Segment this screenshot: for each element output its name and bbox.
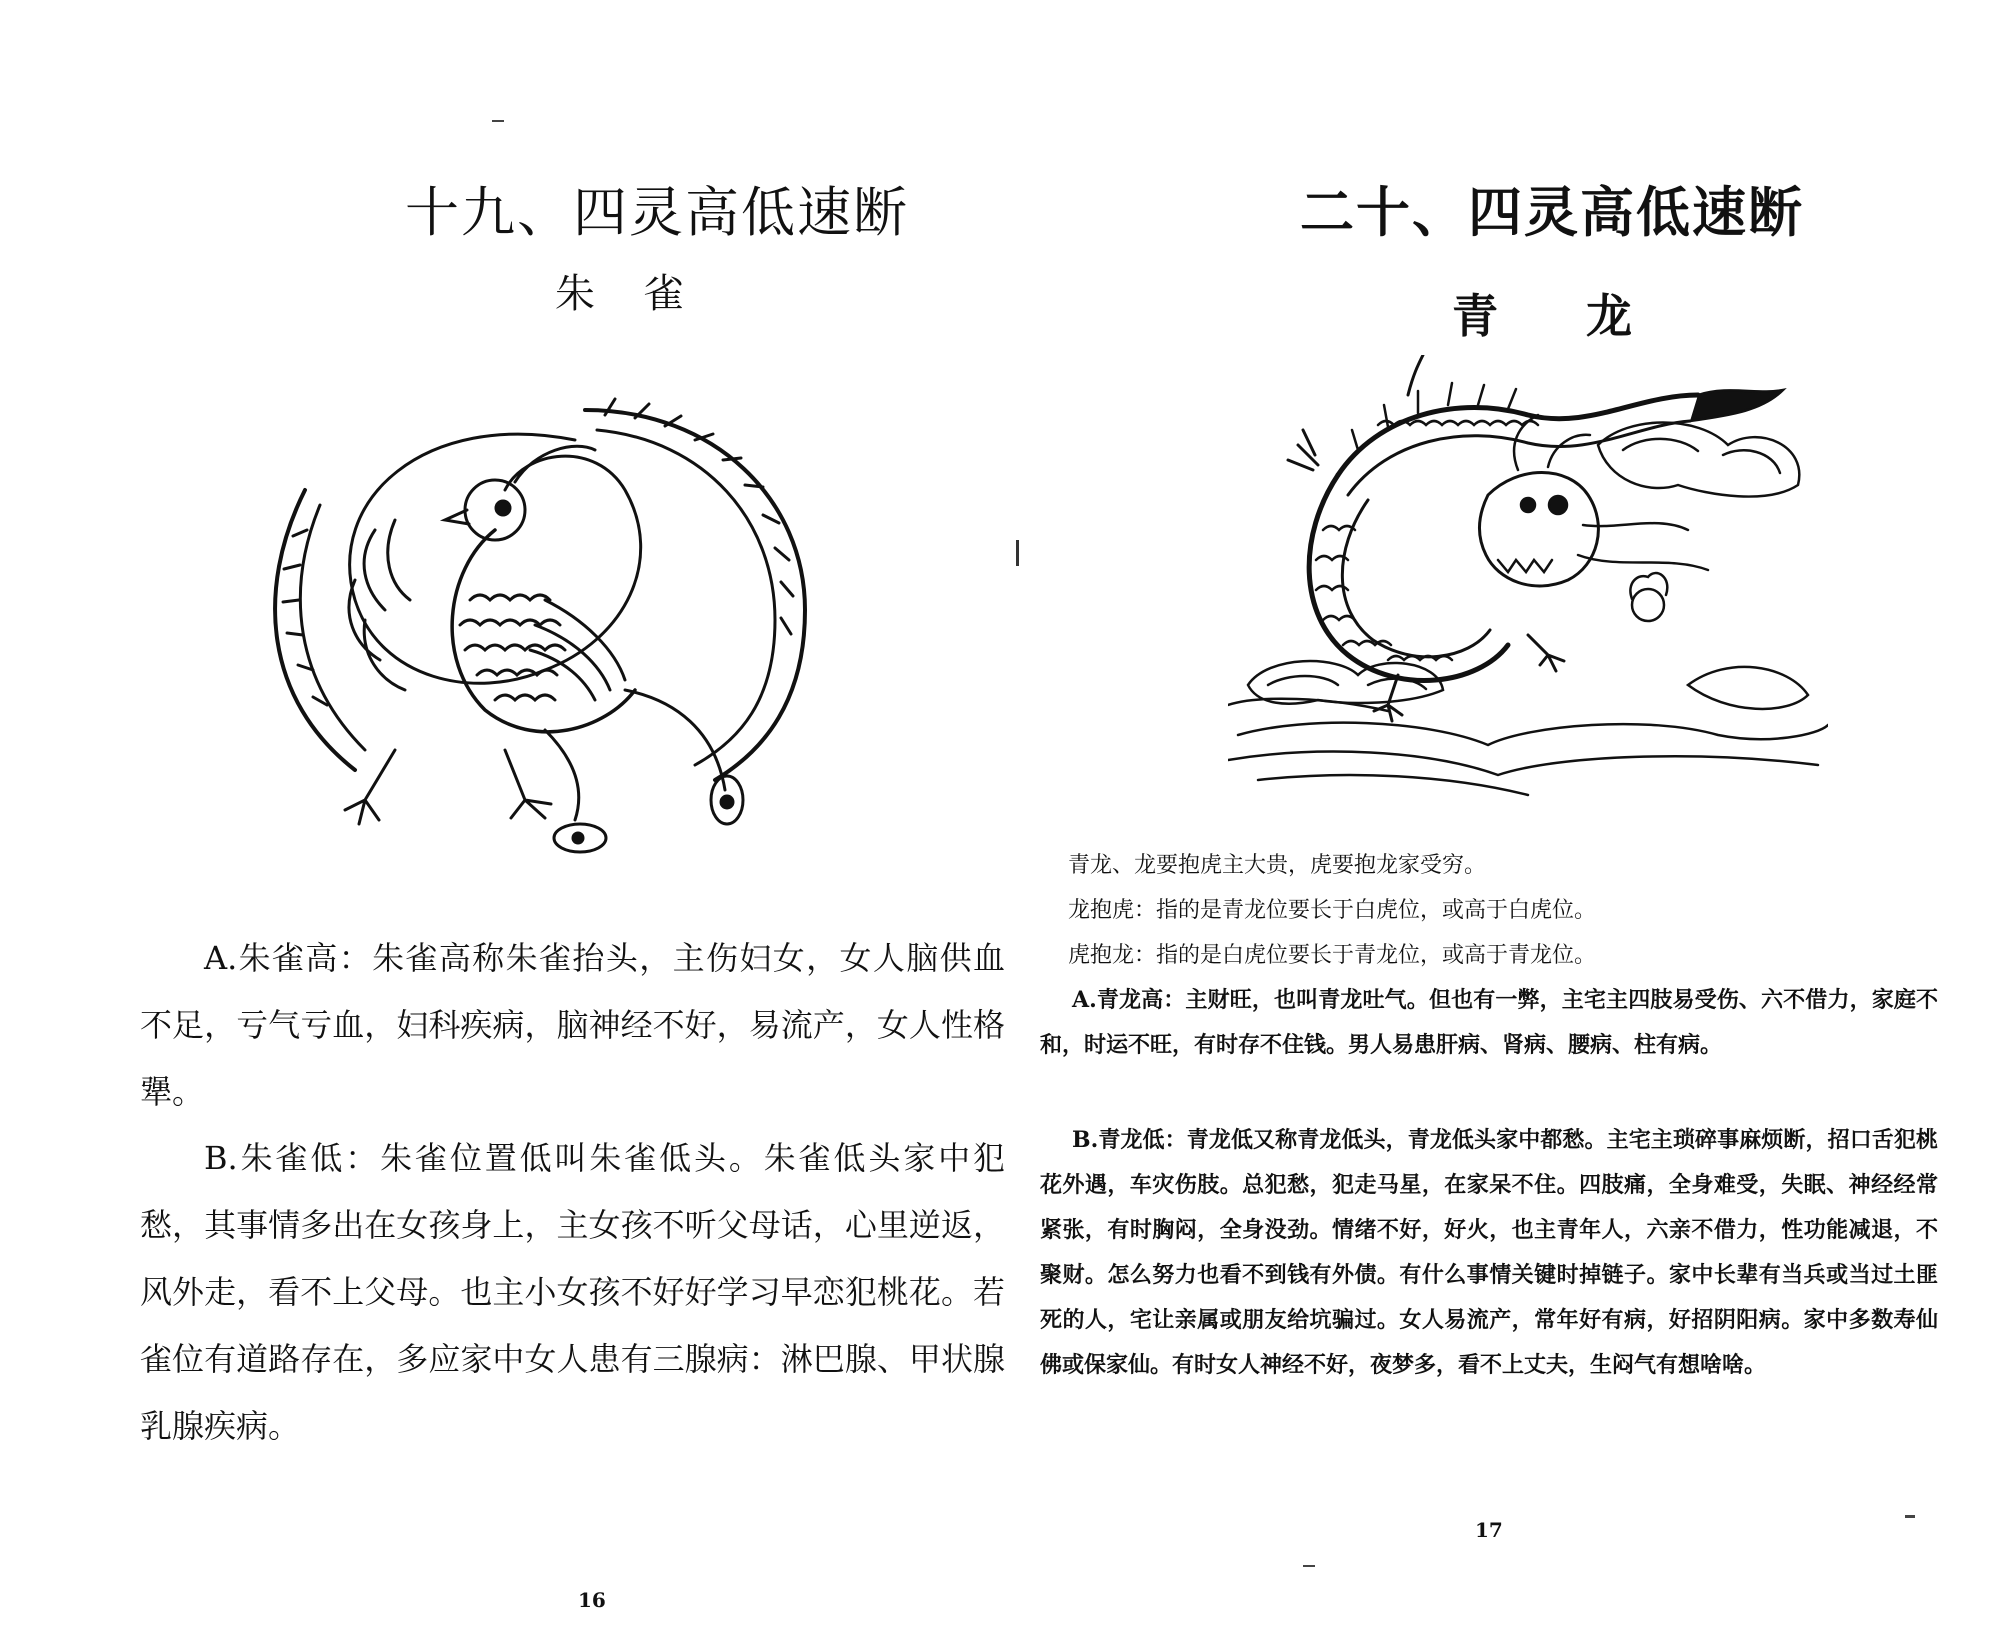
azure-dragon-illustration: [1228, 355, 1828, 815]
right-page-subtitle: 青 龙: [1452, 289, 1669, 343]
scan-speck: [1905, 1515, 1915, 1518]
azure-dragon-high-paragraph: A.青龙高：主财旺，也叫青龙吐气。但也有一弊，主宅主四肢易受伤、六不借力，家庭不和，时运不旺，有时存不住钱。男人易患肝病、肾病、腰病、柱有病。: [1040, 987, 1938, 1058]
vermilion-bird-illustration: [245, 370, 835, 880]
dragon-intro-line-3: 虎抱龙：指的是白虎位要长于青龙位，或高于青龙位。: [1068, 943, 1597, 968]
left-page-title: 十九、四灵高低速断: [405, 181, 909, 244]
dragon-intro-line-2: 龙抱虎：指的是青龙位要长于白虎位，或高于白虎位。: [1068, 898, 1597, 923]
vermilion-bird-high-paragraph: A.朱雀高：朱雀高称朱雀抬头，主伤妇女，女人脑供血不足，亏气亏血，妇科疾病，脑神经不好，易流产，女人性格犟。: [140, 939, 1005, 1111]
dragon-intro-line-1: 青龙、龙要抱虎主大贵，虎要抱龙家受穷。: [1068, 853, 1487, 878]
scan-speck: [492, 120, 504, 122]
vermilion-bird-low-paragraph: B.朱雀低：朱雀位置低叫朱雀低头。朱雀低头家中犯愁，其事情多出在女孩身上，主女孩不听父母话，心里逆返，风外走，看不上父母。也主小女孩不好好学习早恋犯桃花。若雀位有道路存在，多应家中女人患有三腺病：淋巴腺、甲状腺乳腺疾病。: [140, 1139, 1005, 1445]
scan-speck: [1303, 1565, 1315, 1567]
right-page-number: 17: [1475, 1518, 1503, 1542]
left-page-subtitle: 朱 雀: [555, 271, 702, 317]
azure-dragon-low-paragraph: B.青龙低：青龙低又称青龙低头，青龙低头家中都愁。主宅主琐碎事麻烦断，招口舌犯桃花外遇，车灾伤肢。总犯愁，犯走马星，在家呆不住。四肢痛，全身难受，失眠、神经经常紧张，有时胸闷，全身没劲。情绪不好，好火，也主青年人，六亲不借力，性功能减退，不聚财。怎么努力也看不到钱有外债。有什么事情关键时掉链子。家中长辈有当兵或当过土匪死的人，宅让亲属或朋友给坑骗过。女人易流产，常年好有病，好招阴阳病。家中多数寿仙佛或保家仙。有时女人神经不好，夜梦多，看不上丈夫，生闷气有想啥啥。: [1040, 1127, 1938, 1378]
left-page-number: 16: [578, 1588, 606, 1612]
right-page-title: 二十、四灵高低速断: [1300, 180, 1804, 244]
